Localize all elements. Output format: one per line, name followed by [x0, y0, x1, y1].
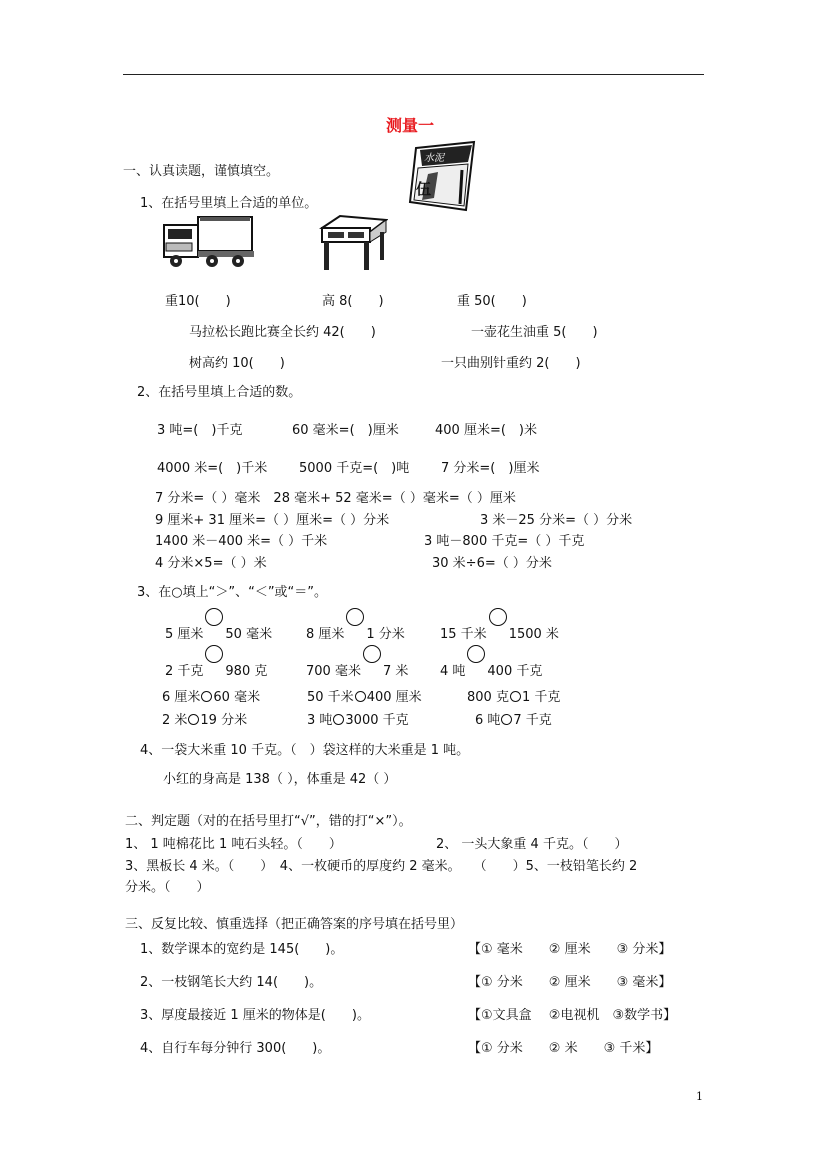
q3-item: 6 厘米 60 毫米: [162, 690, 261, 705]
q3-item: 3 吨 3000 千克: [307, 713, 409, 728]
q2-line-2: 60 毫米=( )厘米: [292, 423, 399, 438]
q3-item: 800 克 1 千克: [467, 690, 561, 705]
blank-circle[interactable]: [363, 645, 381, 663]
s3-question: 3、厚度最接近 1 厘米的物体是( )。: [140, 1008, 370, 1023]
q2-line-11: 3 吨－800 千克=（ ）千克: [424, 534, 585, 549]
section1-heading: 一、认真读题，谨慎填空。: [123, 164, 280, 179]
q3-item: 8 厘米 1 分米: [306, 620, 405, 642]
s3-options: 【① 分米 ② 厘米 ③ 毫米】: [468, 975, 672, 990]
q2-line-9: 3 米－25 分米=（ ）分米: [480, 513, 633, 528]
section2-heading: 二、判定题（对的在括号里打“√”，错的打“×”）。: [125, 814, 412, 829]
q1-line-6: 树高约 10( ): [189, 356, 285, 371]
s3-options: 【① 分米 ② 米 ③ 千米】: [468, 1041, 659, 1056]
blank-circle[interactable]: [346, 608, 364, 626]
q2-line-1: 3 吨=( )千克: [157, 423, 243, 438]
q2-line-10: 1400 米－400 米=（ ）千米: [155, 534, 328, 549]
q1-line-4: 马拉松长跑比赛全长约 42( ): [189, 325, 376, 340]
section3-heading: 三、反复比较、慎重选择（把正确答案的序号填在括号里）: [125, 917, 464, 932]
page-number: 1: [696, 1090, 703, 1103]
q1-line-5: 一壶花生油重 5( ): [471, 325, 598, 340]
q2-line-7: 7 分米=（ ）毫米 28 毫米+ 52 毫米=（ ）毫米=（ ）厘米: [155, 491, 516, 506]
q1-line-1: 重10( ): [165, 294, 231, 309]
s3-options: 【① 毫米 ② 厘米 ③ 分米】: [468, 942, 672, 957]
q1-prompt: 1、在括号里填上合适的单位。: [140, 196, 318, 211]
q2-line-6: 7 分米=( )厘米: [441, 461, 540, 476]
s2-line-1b: 2、 一头大象重 4 千克。（ ）: [436, 837, 628, 852]
s3-question: 2、一枝钢笔长大约 14( )。: [140, 975, 323, 990]
q1-line-7: 一只曲别针重约 2( ): [441, 356, 581, 371]
blank-circle[interactable]: [188, 714, 199, 725]
q3-item: 6 吨 7 千克: [475, 713, 552, 728]
truck-image: [160, 213, 256, 269]
q2-line-12: 4 分米×5=（ ）米: [155, 556, 267, 571]
desk-image: [318, 214, 388, 272]
q3-item: 2 千克 980 克: [165, 657, 267, 679]
blank-circle[interactable]: [501, 714, 512, 725]
q2-line-4: 4000 米=( )千米: [157, 461, 268, 476]
q3-item: 5 厘米 50 毫米: [165, 620, 272, 642]
q2-line-8: 9 厘米+ 31 厘米=（ ）厘米=（ ）分米: [155, 513, 390, 528]
s2-line-2: 3、黑板长 4 米。（ ） 4、一枚硬币的厚度约 2 毫米。 （ ）5、一枝铅笔长约 2: [125, 859, 638, 874]
q2-prompt: 2、在括号里填上合适的数。: [137, 385, 302, 400]
s3-options: 【①文具盒 ②电视机 ③数学书】: [468, 1008, 677, 1023]
blank-circle[interactable]: [510, 691, 521, 702]
header-rule: [123, 74, 704, 75]
q4-line-2: 小红的身高是 138（ ），体重是 42（ ）: [163, 772, 397, 787]
q4-line-1: 4、一袋大米重 10 千克。（ ）袋这样的大米重是 1 吨。: [140, 743, 470, 758]
s3-question: 1、数学课本的宽约是 145( )。: [140, 942, 344, 957]
q3-item: 700 毫米 7 米: [306, 657, 408, 679]
s3-question: 4、自行车每分钟行 300( )。: [140, 1041, 331, 1056]
q1-line-3: 重 50( ): [457, 294, 527, 309]
page-title: 测量一: [386, 116, 435, 135]
s2-line-1a: 1、 1 吨棉花比 1 吨石头轻。（ ）: [125, 837, 342, 852]
q2-line-5: 5000 千克=( )吨: [299, 461, 410, 476]
blank-circle[interactable]: [205, 645, 223, 663]
blank-circle[interactable]: [467, 645, 485, 663]
q2-line-3: 400 厘米=( )米: [435, 423, 537, 438]
q3-item: 15 千米 1500 米: [440, 620, 559, 642]
q3-item: 2 米 19 分米: [162, 713, 248, 728]
bag-char: 伍: [416, 180, 432, 198]
q2-line-13: 30 米÷6=（ ）分米: [432, 556, 552, 571]
blank-circle[interactable]: [489, 608, 507, 626]
s2-line-3: 分米。（ ）: [125, 880, 210, 895]
blank-circle[interactable]: [333, 714, 344, 725]
blank-circle[interactable]: [205, 608, 223, 626]
blank-circle[interactable]: [201, 691, 212, 702]
bag-label: 水泥: [424, 153, 444, 164]
blank-circle[interactable]: [355, 691, 366, 702]
q3-item: 4 吨 400 千克: [440, 657, 542, 679]
q3-prompt: 3、在○填上“＞”、“＜”或“＝”。: [137, 585, 328, 600]
q3-item: 50 千米 400 厘米: [307, 690, 422, 705]
q1-line-2: 高 8( ): [322, 294, 384, 309]
